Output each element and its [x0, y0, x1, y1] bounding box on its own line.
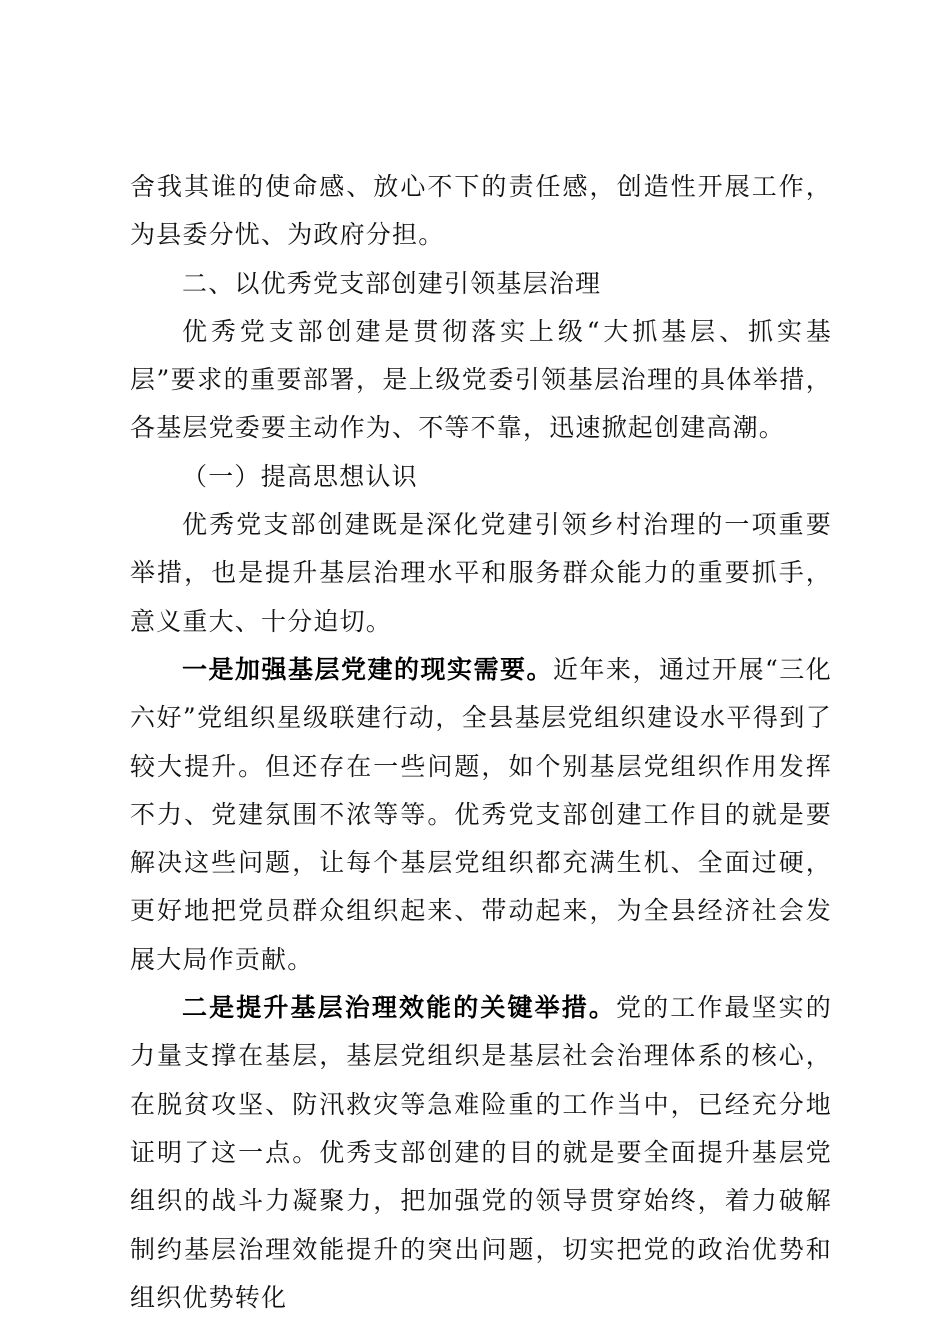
- paragraph-point-one: [130, 646, 832, 984]
- point-two-text: 党的工作最坚实的力量支撑在基层，基层党组织是基层社会治理体系的核心，在脱贫攻坚、防汛救灾等急难险重的工作当中，已经充分地证明了这一点。优秀支部创建的目的就是要全面提升基层党组织的战斗力凝聚力，把加强党的领导贯穿始终，着力破解制约基层治理效能提升的突出问题，切实把党的政治优势和组织优势转化: [130, 993, 833, 1312]
- section-heading: 二、以优秀党支部创建引领基层治理: [182, 268, 602, 298]
- document-body: [130, 163, 832, 1322]
- paragraph-point-two: [130, 984, 832, 1322]
- paragraph-continuation: 舍我其谁的使命感、放心不下的责任感，创造性开展工作，为县委分忧、为政府分担。: [130, 172, 832, 250]
- paragraph-section-intro: 优秀党支部创建是贯彻落实上级“大抓基层、抓实基层”要求的重要部署，是上级党委引领基层治理的具体举措，各基层党委要主动作为、不等不靠，迅速掀起创建高潮。: [130, 316, 832, 443]
- point-two-lead: 二是提升基层治理效能的关键举措。: [182, 993, 616, 1023]
- subsection-heading: （一）提高思想认识: [182, 461, 418, 491]
- paragraph-subsection-intro: 优秀党支部创建既是深化党建引领乡村治理的一项重要举措，也是提升基层治理水平和服务群众能力的重要抓手，意义重大、十分迫切。: [130, 510, 832, 636]
- point-one-lead: 一是加强基层党建的现实需要。: [182, 654, 554, 684]
- point-one-text: 近年来，通过开展“三化六好”党组织星级联建行动，全县基层党组织建设水平得到了较大提升。但还存在一些问题，如个别基层党组织作用发挥不力、党建氛围不浓等等。优秀党支部创建工作目的就是要解决这些问题，让每个基层党组织都充满生机、全面过硬，更好地把党员群众组织起来、带动起来，为全县经济社会发展大局作贡献。: [130, 654, 832, 974]
